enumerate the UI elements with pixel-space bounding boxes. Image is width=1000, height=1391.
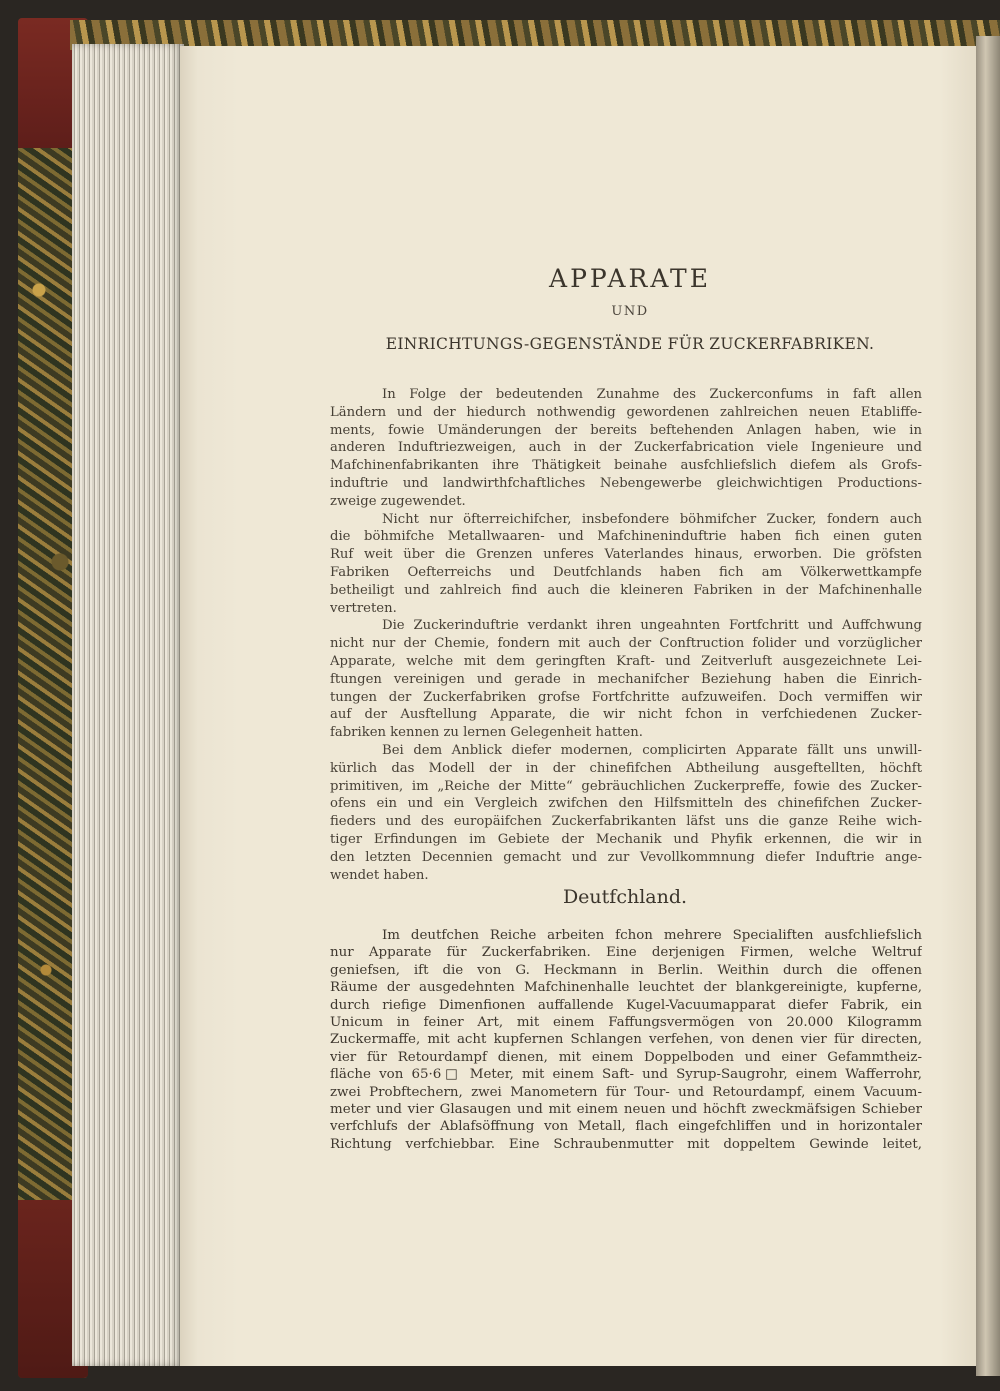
text-line: Unicum in feiner Art, mit einem Faffungsvermögen von 20.000 Kilogramm <box>330 1014 922 1030</box>
text-line: die böhmifche Metallwaaren- und Mafchineninduftrie haben fich einen guten <box>330 529 922 545</box>
text-line: anderen Induftriezweigen, auch in der Zuckerfabrication viele Ingenieure und <box>330 440 922 456</box>
text-line: den letzten Decennien gemacht und zur Vevollkommnung diefer Induftrie ange- <box>330 849 922 865</box>
page-gutter <box>976 36 1000 1376</box>
section-text <box>330 927 922 1153</box>
text-line: geniefsen, ift die von G. Heckmann in Berlin. Weithin durch die offenen <box>330 962 922 978</box>
text-line: Ruf weit über die Grenzen unferes Vaterlandes hinaus, erworben. Die gröfsten <box>330 547 922 563</box>
text-line: Richtung verfchiebbar. Eine Schraubenmutter mit doppeltem Gewinde leitet, <box>330 1136 922 1152</box>
text-line: Bei dem Anblick diefer modernen, complicirten Apparate fällt uns unwill- <box>382 742 922 758</box>
text-line: Apparate, welche mit dem geringften Kraft- und Zeitverluft ausgezeichnete Lei- <box>330 653 922 669</box>
text-line: ftungen vereinigen und gerade in mechanifcher Beziehung haben die Einrich- <box>330 671 922 687</box>
page-subtitle: EINRICHTUNGS-GEGENSTÄNDE FÜR ZUCKERFABRIKEN. <box>385 335 875 353</box>
text-line: tungen der Zuckerfabriken grofse Fortfchritte aufzuweifen. Doch vermiffen wir <box>330 689 922 705</box>
text-line: tiger Erfindungen im Gebiete der Mechanik und Phyfik erkennen, die wir in <box>330 831 922 847</box>
text-line: nur Apparate für Zuckerfabriken. Eine derjenigen Firmen, welche Weltruf <box>330 945 922 961</box>
text-line: Im deutfchen Reiche arbeiten fchon mehrere Specialiften ausfchliefslich <box>382 928 922 943</box>
text-line: vier für Retourdampf dienen, mit einem Doppelboden und einer Gefammtheiz- <box>330 1049 922 1065</box>
section-heading: Deutfchland. <box>562 886 688 908</box>
intro-text <box>330 386 922 884</box>
text-line: ofens ein und ein Vergleich zwifchen den Hilfsmitteln des chinefifchen Zucker- <box>330 796 922 812</box>
text-line: induftrie und landwirthfchaftliches Nebengewerbe gleichwichtigen Productions- <box>330 475 922 491</box>
text-line: auf der Ausftellung Apparate, die wir nicht fchon in verfchiedenen Zucker- <box>330 707 922 723</box>
text-line: In Folge der bedeutenden Zunahme des Zuckerconfums in faft allen <box>382 387 922 402</box>
title-connector: UND <box>611 304 649 319</box>
text-line: Nicht nur öfterreichifcher, insbefondere böhmifcher Zucker, fondern auch <box>382 511 922 527</box>
text-line: verfchlufs der Ablafsöffnung von Metall, flach eingefchliffen und in horizontaler <box>330 1119 922 1135</box>
text-line: durch riefige Dimenfionen auffallende Kugel-Vacuumapparat diefer Fabrik, ein <box>330 997 922 1013</box>
text-line: fieders und des europäifchen Zuckerfabrikanten läfst uns die ganze Reihe wich- <box>330 814 922 830</box>
text-line: zwei Probftechern, zwei Manometern für Tour- und Retourdampf, einem Vacuum- <box>330 1084 922 1100</box>
text-line: zweige zugewendet. <box>330 493 466 509</box>
text-line: primitiven, im „Reiche der Mitte“ gebräuchlichen Zuckerpreffe, fowie des Zucker- <box>330 778 922 794</box>
text-line: vertreten. <box>330 600 397 616</box>
text-line: wendet haben. <box>330 867 429 883</box>
text-line: Räume der ausgedehnten Mafchinenhalle leuchtet der blankgereinigte, kupferne, <box>330 980 922 996</box>
text-line: Mafchinenfabrikanten ihre Thätigkeit beinahe ausfchliefslich diefem als Grofs- <box>330 458 922 474</box>
text-line: Ländern und der hiedurch nothwendig gewordenen zahlreichen neuen Etabliffe- <box>330 404 922 420</box>
text-line: ments, fowie Umänderungen der bereits beftehenden Anlagen haben, wie in <box>330 422 922 438</box>
text-line: fabriken kennen zu lernen Gelegenheit hatten. <box>330 725 643 741</box>
text-line: betheiligt und zahlreich find auch die kleineren Fabriken in der Mafchinenhalle <box>330 582 922 598</box>
text-line: fläche von 65·6□ Meter, mit einem Saft- und Syrup-Saugrohr, einem Wafferrohr, <box>330 1067 922 1083</box>
text-line: meter und vier Glasaugen und mit einem neuen und höchft zweckmäfsigen Schieber <box>330 1101 922 1117</box>
text-line: Fabriken Oefterreichs und Deutfchlands haben fich am Völkerwettkampfe <box>330 564 922 580</box>
text-line: kürlich das Modell der in der chinefifchen Abtheilung ausgeftellten, höchft <box>330 760 922 776</box>
page-edges <box>72 44 184 1366</box>
text-line: Die Zuckerinduftrie verdankt ihren ungeahnten Fortfchritt und Auffchwung <box>382 618 922 634</box>
text-line: nicht nur der Chemie, fondern mit auch der Conftruction folider und vorzüglicher <box>330 636 922 652</box>
text-line: Zuckermaffe, mit acht kupfernen Schlangen verfehen, von denen vier für directen, <box>330 1032 922 1048</box>
page-title: APPARATE <box>549 264 711 293</box>
